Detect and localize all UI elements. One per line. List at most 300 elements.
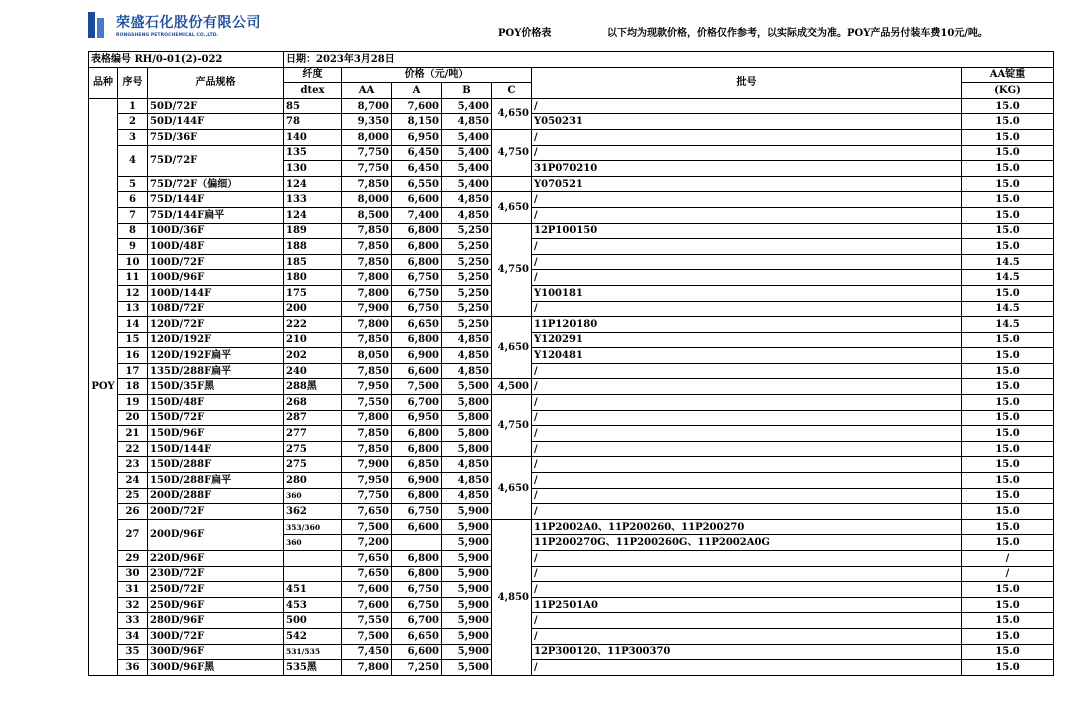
price-a-cell: 6,450 [392,161,442,177]
spec-cell: 120D/192F [148,332,284,348]
table-row [89,504,1054,520]
price-a-cell: 6,800 [392,488,442,504]
spec-cell: 150D/288F [148,457,284,473]
dtex-cell: 140 [284,129,342,145]
price-a-cell: 6,750 [392,597,442,613]
price-a-cell: 6,600 [392,363,442,379]
table-row [89,410,1054,426]
price-a-cell: 6,950 [392,129,442,145]
weight-cell: 15.0 [962,613,1054,629]
header-aa: AA [342,83,392,99]
header-seq: 序号 [118,67,148,98]
dtex-cell: 135 [284,145,342,161]
weight-cell: 15.0 [962,332,1054,348]
batch-cell: / [532,660,962,676]
price-b-cell: 5,400 [442,161,492,177]
price-aa-cell: 7,800 [342,270,392,286]
price-a-cell: 7,250 [392,660,442,676]
price-a-cell: 6,950 [392,410,442,426]
form-number: 表格编号 RH/0-01(2)-022 [89,52,284,68]
price-a-cell: 6,850 [392,457,442,473]
table-row [89,519,1054,535]
price-b-cell: 5,900 [442,519,492,535]
price-aa-cell: 7,800 [342,410,392,426]
header-b: B [442,83,492,99]
price-a-cell: 6,750 [392,582,442,598]
price-aa-cell: 7,950 [342,473,392,489]
company-name-cn: 荣盛石化股份有限公司 [116,15,261,31]
seq-cell: 1 [118,98,148,114]
seq-cell: 14 [118,317,148,333]
header-a: A [392,83,442,99]
price-aa-cell: 7,750 [342,145,392,161]
spec-cell: 100D/96F [148,270,284,286]
dtex-cell [284,566,342,582]
spec-cell: 280D/96F [148,613,284,629]
batch-cell: 12P300120、11P300370 [532,644,962,660]
table-row [89,223,1054,239]
table-row [89,145,1054,161]
dtex-cell: 277 [284,426,342,442]
dtex-cell: 222 [284,317,342,333]
table-row [89,348,1054,364]
price-b-cell: 4,850 [442,457,492,473]
price-a-cell: 6,700 [392,613,442,629]
batch-cell: / [532,145,962,161]
weight-cell: 14.5 [962,270,1054,286]
weight-cell: 15.0 [962,114,1054,130]
weight-cell: 14.5 [962,301,1054,317]
price-a-cell: 6,750 [392,270,442,286]
batch-cell: 11P2501A0 [532,597,962,613]
weight-cell: 15.0 [962,363,1054,379]
price-b-cell: 5,400 [442,176,492,192]
price-b-cell: 5,800 [442,395,492,411]
weight-cell: 15.0 [962,660,1054,676]
price-b-cell: 5,900 [442,597,492,613]
dtex-cell: 542 [284,628,342,644]
price-b-cell: 5,800 [442,410,492,426]
dtex-cell: 353/360 [284,519,342,535]
price-aa-cell: 7,650 [342,566,392,582]
dtex-cell: 78 [284,114,342,130]
price-b-cell: 5,400 [442,145,492,161]
price-a-cell: 6,550 [392,176,442,192]
price-b-cell: 5,400 [442,129,492,145]
seq-cell: 33 [118,613,148,629]
batch-cell: / [532,254,962,270]
header-weight-unit: (KG) [962,83,1054,99]
dtex-cell: 288黑 [284,379,342,395]
spec-cell: 100D/72F [148,254,284,270]
price-aa-cell: 7,800 [342,317,392,333]
batch-cell: / [532,582,962,598]
price-b-cell: 5,800 [442,426,492,442]
table-row [89,176,1054,192]
batch-cell: / [532,301,962,317]
price-b-cell: 5,900 [442,644,492,660]
price-a-cell: 6,700 [392,395,442,411]
price-c-cell: 4,750 [492,395,532,457]
seq-cell: 26 [118,504,148,520]
batch-cell: / [532,363,962,379]
weight-cell: 15.0 [962,207,1054,223]
price-a-cell: 6,900 [392,473,442,489]
seq-cell: 20 [118,410,148,426]
price-b-cell: 5,250 [442,285,492,301]
price-a-cell: 6,650 [392,317,442,333]
price-b-cell: 4,850 [442,114,492,130]
price-aa-cell: 7,500 [342,628,392,644]
batch-cell: / [532,441,962,457]
table-row [89,582,1054,598]
dtex-cell: 453 [284,597,342,613]
table-row [89,239,1054,255]
dtex-cell: 362 [284,504,342,520]
price-a-cell: 6,600 [392,644,442,660]
batch-cell: / [532,426,962,442]
table-row [89,363,1054,379]
price-aa-cell: 7,850 [342,363,392,379]
dtex-cell: 268 [284,395,342,411]
seq-cell: 11 [118,270,148,286]
price-aa-cell: 7,850 [342,176,392,192]
table-row [89,488,1054,504]
seq-cell: 32 [118,597,148,613]
weight-cell: 15.0 [962,426,1054,442]
header-spec: 产品规格 [148,67,284,98]
dtex-cell: 175 [284,285,342,301]
weight-cell: 15.0 [962,488,1054,504]
spec-cell: 150D/96F [148,426,284,442]
price-aa-cell: 7,850 [342,254,392,270]
weight-cell: 15.0 [962,223,1054,239]
price-b-cell: 5,900 [442,582,492,598]
seq-cell: 30 [118,566,148,582]
seq-cell: 36 [118,660,148,676]
weight-cell: 15.0 [962,582,1054,598]
table-row [89,332,1054,348]
price-aa-cell: 7,750 [342,161,392,177]
weight-cell: 15.0 [962,285,1054,301]
seq-cell: 9 [118,239,148,255]
price-b-cell: 4,850 [442,332,492,348]
weight-cell: 15.0 [962,519,1054,535]
table-row [89,317,1054,333]
seq-cell: 10 [118,254,148,270]
price-c-cell: 4,650 [492,457,532,519]
price-b-cell: 4,850 [442,473,492,489]
price-c-cell: 4,850 [492,519,532,675]
price-c-cell: 4,650 [492,317,532,379]
batch-cell: / [532,239,962,255]
header-c: C [492,83,532,99]
price-aa-cell: 7,800 [342,285,392,301]
price-a-cell: 6,750 [392,504,442,520]
spec-cell: 250D/96F [148,597,284,613]
price-aa-cell: 7,850 [342,332,392,348]
price-c-cell: 4,750 [492,129,532,176]
spec-cell: 300D/72F [148,628,284,644]
seq-cell: 22 [118,441,148,457]
category-cell: POY [89,98,118,675]
spec-cell: 135D/288F扁平 [148,363,284,379]
seq-cell: 17 [118,363,148,379]
spec-cell: 120D/192F扁平 [148,348,284,364]
weight-cell: 14.5 [962,254,1054,270]
weight-cell: 15.0 [962,348,1054,364]
dtex-cell [284,551,342,567]
price-c-cell [492,176,532,192]
price-b-cell: 4,850 [442,363,492,379]
header-denier: 纤度 [284,67,342,83]
batch-cell: Y050231 [532,114,962,130]
table-row [89,426,1054,442]
price-aa-cell: 7,750 [342,488,392,504]
price-a-cell: 6,800 [392,254,442,270]
spec-cell: 200D/96F [148,519,284,550]
price-a-cell: 6,800 [392,551,442,567]
batch-cell: / [532,551,962,567]
seq-cell: 18 [118,379,148,395]
price-b-cell: 5,900 [442,628,492,644]
batch-cell: Y070521 [532,176,962,192]
document-title: POY价格表 [498,28,552,39]
batch-cell: / [532,488,962,504]
price-a-cell: 7,600 [392,98,442,114]
price-a-cell: 7,500 [392,379,442,395]
spec-cell: 100D/48F [148,239,284,255]
price-aa-cell: 7,450 [342,644,392,660]
seq-cell: 34 [118,628,148,644]
weight-cell: 15.0 [962,410,1054,426]
table-row [89,270,1054,286]
weight-cell: 15.0 [962,644,1054,660]
weight-cell: 15.0 [962,628,1054,644]
price-a-cell: 7,400 [392,207,442,223]
price-aa-cell: 8,000 [342,192,392,208]
weight-cell: 15.0 [962,161,1054,177]
seq-cell: 21 [118,426,148,442]
price-a-cell: 6,800 [392,332,442,348]
price-aa-cell: 7,850 [342,239,392,255]
price-c-cell: 4,650 [492,192,532,223]
spec-cell: 200D/288F [148,488,284,504]
header-price: 价格（元/吨） [342,67,532,83]
batch-cell: / [532,457,962,473]
price-a-cell: 6,900 [392,348,442,364]
price-b-cell: 5,900 [442,504,492,520]
weight-cell: 15.0 [962,145,1054,161]
dtex-cell: 202 [284,348,342,364]
weight-cell: 15.0 [962,176,1054,192]
price-aa-cell: 7,950 [342,379,392,395]
price-a-cell: 6,600 [392,192,442,208]
batch-cell: / [532,628,962,644]
price-aa-cell: 7,200 [342,535,392,551]
price-aa-cell: 7,550 [342,395,392,411]
weight-cell: 15.0 [962,597,1054,613]
table-row [89,114,1054,130]
weight-cell: 15.0 [962,441,1054,457]
price-a-cell: 6,800 [392,441,442,457]
dtex-cell: 531/535 [284,644,342,660]
table-row [89,395,1054,411]
table-row [89,660,1054,676]
dtex-cell: 275 [284,457,342,473]
price-b-cell: 5,800 [442,441,492,457]
dtex-cell: 85 [284,98,342,114]
batch-cell: Y100181 [532,285,962,301]
price-c-cell: 4,750 [492,223,532,317]
weight-cell: 15.0 [962,504,1054,520]
price-b-cell: 5,400 [442,98,492,114]
batch-cell: 11P120180 [532,317,962,333]
price-aa-cell: 7,850 [342,426,392,442]
table-row [89,379,1054,395]
dtex-cell: 280 [284,473,342,489]
price-b-cell: 4,850 [442,207,492,223]
price-aa-cell: 7,500 [342,519,392,535]
table-row [89,644,1054,660]
price-c-cell: 4,650 [492,98,532,129]
dtex-cell: 240 [284,363,342,379]
weight-cell: 15.0 [962,473,1054,489]
price-b-cell: 4,850 [442,488,492,504]
batch-cell: / [532,379,962,395]
price-aa-cell: 7,600 [342,582,392,598]
seq-cell: 29 [118,551,148,567]
spec-cell: 75D/144F扁平 [148,207,284,223]
price-b-cell: 5,250 [442,317,492,333]
spec-cell: 150D/48F [148,395,284,411]
price-a-cell: 6,800 [392,426,442,442]
table-row [89,129,1054,145]
price-table [88,51,1054,676]
batch-cell: 11P2002A0、11P200260、11P200270 [532,519,962,535]
batch-cell: / [532,473,962,489]
price-b-cell: 4,850 [442,348,492,364]
price-b-cell: 5,250 [442,254,492,270]
weight-cell: 15.0 [962,457,1054,473]
seq-cell: 13 [118,301,148,317]
spec-cell: 230D/72F [148,566,284,582]
seq-cell: 3 [118,129,148,145]
batch-cell: 12P100150 [532,223,962,239]
report-date: 日期：2023年3月28日 [284,52,1054,68]
price-a-cell: 6,750 [392,285,442,301]
price-a-cell: 8,150 [392,114,442,130]
seq-cell: 25 [118,488,148,504]
price-b-cell: 5,900 [442,613,492,629]
batch-cell: / [532,410,962,426]
weight-cell: 15.0 [962,535,1054,551]
seq-cell: 5 [118,176,148,192]
price-b-cell: 4,850 [442,192,492,208]
spec-cell: 120D/72F [148,317,284,333]
price-aa-cell: 9,350 [342,114,392,130]
table-row [89,207,1054,223]
spec-cell: 108D/72F [148,301,284,317]
batch-cell: / [532,207,962,223]
price-b-cell: 5,900 [442,566,492,582]
spec-cell: 75D/72F [148,145,284,176]
price-c-cell: 4,500 [492,379,532,395]
table-row [89,457,1054,473]
header-category: 品种 [89,67,118,98]
batch-cell: / [532,395,962,411]
table-row [89,628,1054,644]
company-logo [88,12,261,38]
spec-cell: 75D/144F [148,192,284,208]
batch-cell: / [532,566,962,582]
weight-cell: 15.0 [962,395,1054,411]
price-aa-cell: 7,800 [342,660,392,676]
batch-cell: / [532,504,962,520]
weight-cell: 15.0 [962,239,1054,255]
dtex-cell: 200 [284,301,342,317]
dtex-cell: 124 [284,207,342,223]
spec-cell: 100D/36F [148,223,284,239]
dtex-cell: 275 [284,441,342,457]
seq-cell: 4 [118,145,148,176]
dtex-cell: 451 [284,582,342,598]
price-a-cell: 6,750 [392,301,442,317]
price-aa-cell: 8,500 [342,207,392,223]
company-name-en: RONGSHENG PETROCHEMICAL CO.,LTD. [116,33,219,38]
seq-cell: 2 [118,114,148,130]
price-b-cell: 5,250 [442,239,492,255]
seq-cell: 19 [118,395,148,411]
price-a-cell [392,535,442,551]
seq-cell: 16 [118,348,148,364]
price-a-cell: 6,800 [392,239,442,255]
price-aa-cell: 7,600 [342,597,392,613]
weight-cell: 15.0 [962,129,1054,145]
table-row [89,285,1054,301]
batch-cell: / [532,613,962,629]
dtex-cell: 210 [284,332,342,348]
dtex-cell: 287 [284,410,342,426]
batch-cell: Y120291 [532,332,962,348]
dtex-cell: 124 [284,176,342,192]
spec-cell: 150D/35F黑 [148,379,284,395]
seq-cell: 35 [118,644,148,660]
price-a-cell: 6,600 [392,519,442,535]
seq-cell: 23 [118,457,148,473]
dtex-cell: 360 [284,488,342,504]
dtex-cell: 188 [284,239,342,255]
spec-cell: 150D/288F扁平 [148,473,284,489]
spec-cell: 300D/96F黑 [148,660,284,676]
weight-cell: 15.0 [962,379,1054,395]
table-row [89,597,1054,613]
price-aa-cell: 8,050 [342,348,392,364]
dtex-cell: 535黑 [284,660,342,676]
seq-cell: 27 [118,519,148,550]
spec-cell: 300D/96F [148,644,284,660]
batch-cell: / [532,129,962,145]
price-b-cell: 5,900 [442,551,492,567]
dtex-cell: 360 [284,535,342,551]
batch-cell: / [532,98,962,114]
spec-cell: 75D/36F [148,129,284,145]
batch-cell: 11P200270G、11P200260G、11P2002A0G [532,535,962,551]
spec-cell: 75D/72F（偏细） [148,176,284,192]
table-row [89,566,1054,582]
batch-cell: Y120481 [532,348,962,364]
table-row [89,441,1054,457]
